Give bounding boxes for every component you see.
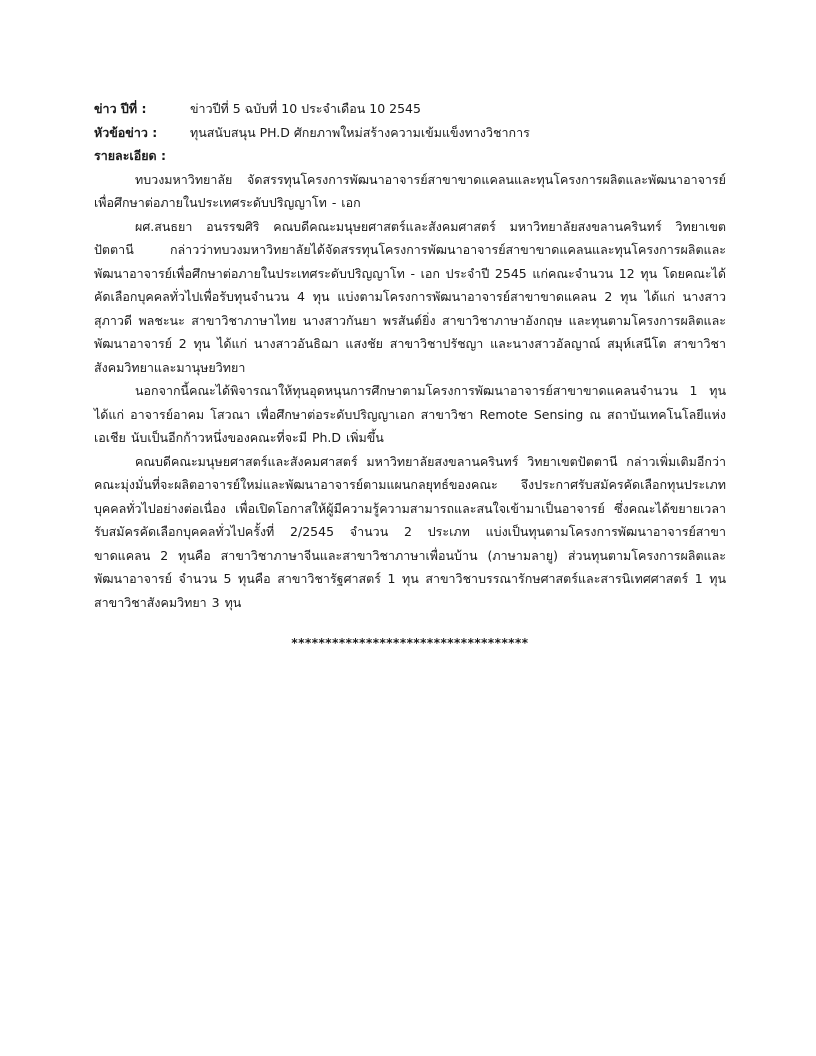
headline-label: หัวข้อข่าว : bbox=[94, 124, 158, 140]
news-document bbox=[94, 97, 726, 656]
issue-row bbox=[94, 97, 726, 121]
issue-label: ข่าว ปีที่ : bbox=[94, 101, 147, 116]
body-paragraph: นอกจากนี้คณะได้พิจารณาให้ทุนอุดหนุนการศึกษาตามโครงการพัฒนาอาจารย์สาขาขาดแคลนจำนวน 1 ทุน ได้แก่ อาจารย์อาคม โสวณา เพื่อศึกษาต่อระดับปริญญาเอก สาขาวิชา Remote Sensing ณ สถาบันเทคโนโลยีแห่งเอเชีย นับเป็นอีกก้าวหนึ่งของคณะที่จะมี Ph.D เพิ่มขึ้น bbox=[94, 383, 726, 445]
issue-value: ข่าวปีที่ 5 ฉบับที่ 10 ประจำเดือน 10 2545 bbox=[190, 101, 421, 116]
details-label: รายละเอียด : bbox=[94, 148, 167, 163]
headline-value: ทุนสนับสนุน PH.D ศักยภาพใหม่สร้างความเข้มแข็งทางวิชาการ bbox=[190, 124, 530, 140]
body-paragraph: คณบดีคณะมนุษยศาสตร์และสังคมศาสตร์ มหาวิทยาลัยสงขลานครินทร์ วิทยาเขตปัตตานี กล่าวเพิ่มเติมอีกว่าคณะมุ่งมั่นที่จะผลิตอาจารย์ใหม่และพัฒนาอาจารย์ตามแผนกลยุทธ์ของคณะ จึงประกาศรับสมัครคัดเลือกทุนประเภทบุคคลทั่วไปอย่างต่อเนื่อง เพื่อเปิดโอกาสให้ผู้มีความรู้ความสามารถและสนใจเข้ามาเป็นอาจารย์ ซึ่งคณะได้ขยายเวลารับสมัครคัดเลือกบุคคลทั่วไปครั้งที่ 2/2545 จำนวน 2 ประเภท แบ่งเป็นทุนตามโครงการพัฒนาอาจารย์สาขาขาดแคลน 2 ทุนคือ สาขาวิชาภาษาจีนและสาขาวิชาภาษาเพื่อนบ้าน (ภาษามลายู) ส่วนทุนตามโครงการผลิตและพัฒนาอาจารย์ จำนวน 5 ทุนคือ สาขาวิชารัฐศาสตร์ 1 ทุน สาขาวิชาบรรณารักษศาสตร์และสารนิเทศศาสตร์ 1 ทุน สาขาวิชาสังคมวิทยา 3 ทุน bbox=[94, 453, 726, 610]
headline-row bbox=[94, 121, 726, 145]
end-separator: *********************************** bbox=[291, 636, 529, 650]
body-paragraph: ทบวงมหาวิทยาลัย จัดสรรทุนโครงการพัฒนาอาจารย์สาขาขาดแคลนและทุนโครงการผลิตและพัฒนาอาจารย์ เพื่อศึกษาต่อภายในประเทศระดับปริญญาโท - เอก bbox=[94, 171, 726, 210]
body-paragraph: ผศ.สนธยา อนรรฆศิริ คณบดีคณะมนุษยศาสตร์และสังคมศาสตร์ มหาวิทยาลัยสงขลานครินทร์ วิทยาเขตปัตตานี กล่าวว่าทบวงมหาวิทยาลัยได้จัดสรรทุนโครงการพัฒนาอาจารย์สาขาขาดแคลนและทุนโครงการผลิตและพัฒนาอาจารย์เพื่อศึกษาต่อภายในประเทศระดับปริญญาโท - เอก ประจำปี 2545 แก่คณะจำนวน 12 ทุน โดยคณะได้คัดเลือกบุคคลทั่วไปเพื่อรับทุนจำนวน 4 ทุน แบ่งตามโครงการพัฒนาอาจารย์สาขาขาดแคลน 2 ทุน ได้แก่ นางสาวสุภาวดี พลชะนะ สาขาวิชาภาษาไทย นางสาวกันยา พรสันต์ยิ่ง สาขาวิชาภาษาอังกฤษ และทุนตามโครงการผลิตและพัฒนาอาจารย์ 2 ทุน ได้แก่ นางสาวอันธิฌา แสงชัย สาขาวิชาปรัชญา และนางสาวอัลญาณ์ สมุห์เสนีโต สาขาวิชาสังคมวิทยาและมานุษยวิทยา bbox=[94, 218, 726, 375]
